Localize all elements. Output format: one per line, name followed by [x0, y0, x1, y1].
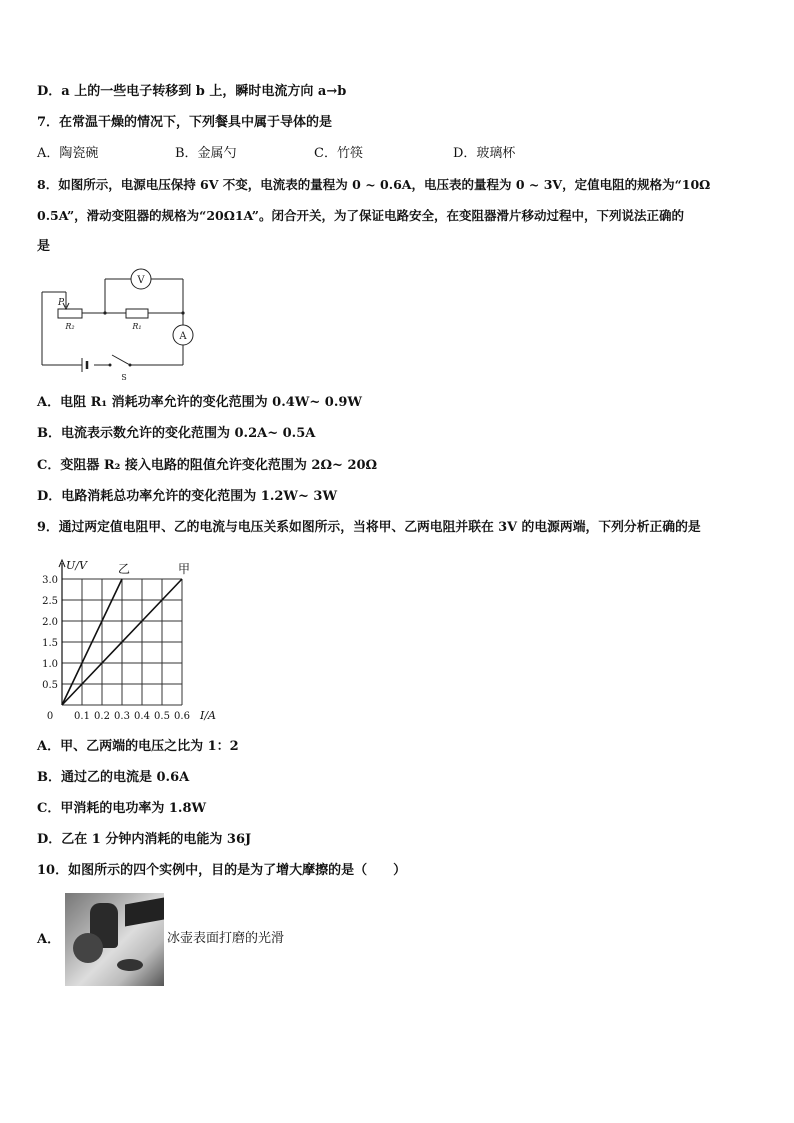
q7-option-b: B．金属勺: [175, 146, 237, 161]
x-tick-label: 0.1: [74, 711, 90, 722]
q10-stem: 10．如图所示的四个实例中，目的是为了增大摩擦的是（ ）: [37, 863, 407, 878]
origin-label: 0: [46, 711, 54, 722]
q9-option-c: C．甲消耗的电功率为 1.8W: [37, 801, 207, 816]
q7-stem: 7．在常温干燥的情况下，下列餐具中属于导体的是: [37, 115, 333, 130]
switch-label: S: [121, 373, 127, 382]
q8-stem-line3: 是: [37, 239, 51, 254]
y-tick-label: 2.5: [42, 596, 58, 607]
r1-label: R₁: [132, 322, 142, 331]
q8-option-c: C．变阻器 R₂ 接入电路的阻值允许变化范围为 2Ω~ 20Ω: [37, 458, 378, 473]
x-tick-label: 0.4: [134, 711, 150, 722]
ui-chart: [36, 555, 226, 725]
q10-option-a-caption: 冰壶表面打磨的光滑: [167, 931, 285, 946]
series-name-label: 乙: [118, 562, 131, 576]
y-tick-label: 3.0: [42, 575, 58, 586]
q6-option-d: D．a 上的一些电子转移到 b 上，瞬时电流方向 a→b: [37, 84, 347, 99]
q8-option-d: D．电路消耗总功率允许的变化范围为 1.2W~ 3W: [37, 489, 338, 504]
q7-option-c: C．竹筷: [314, 146, 363, 161]
q7-option-a: A．陶瓷碗: [37, 146, 99, 161]
circuit-diagram: [38, 265, 208, 385]
x-tick-label: 0.6: [174, 711, 190, 722]
q9-option-a: A．甲、乙两端的电压之比为 1：2: [37, 739, 239, 754]
curling-photo: [65, 893, 164, 986]
q9-stem: 9．通过两定值电阻甲、乙的电流与电压关系如图所示，当将甲、乙两电阻并联在 3V 的电源两端，下列分析正确的是: [37, 520, 701, 535]
q8-stem-line2: 0.5A”，滑动变阻器的规格为“20Ω1A”。闭合开关，为了保证电路安全，在变阻器滑片移动过程中，下列说法正确的: [37, 208, 684, 223]
y-axis-label: U/V: [66, 559, 87, 572]
slider-label: P: [58, 298, 65, 308]
x-tick-label: 0.3: [114, 711, 130, 722]
ammeter-label: A: [179, 331, 187, 342]
q9-option-d: D．乙在 1 分钟内消耗的电能为 36J: [37, 832, 252, 847]
y-tick-label: 1.5: [42, 638, 58, 649]
y-tick-label: 0.5: [42, 680, 58, 691]
q8-option-b: B．电流表示数允许的变化范围为 0.2A~ 0.5A: [37, 426, 316, 441]
r2-label: R₂: [65, 322, 75, 331]
q7-option-d: D．玻璃杯: [453, 146, 516, 161]
q9-option-b: B．通过乙的电流是 0.6A: [37, 770, 190, 785]
y-tick-label: 2.0: [42, 617, 58, 628]
voltmeter-label: V: [137, 275, 145, 286]
y-tick-label: 1.0: [42, 659, 58, 670]
x-tick-label: 0.2: [94, 711, 110, 722]
series-name-label: 甲: [178, 562, 191, 576]
q8-stem-line1: 8．如图所示，电源电压保持 6V 不变，电流表的量程为 0 ~ 0.6A，电压表的量程为 0 ~ 3V，定值电阻的规格为“10Ω: [37, 177, 711, 192]
q10-option-a-label: A．: [37, 932, 61, 947]
x-axis-label: I/A: [200, 709, 216, 722]
x-tick-label: 0.5: [154, 711, 170, 722]
q8-option-a: A．电阻 R₁ 消耗功率允许的变化范围为 0.4W~ 0.9W: [37, 395, 363, 410]
